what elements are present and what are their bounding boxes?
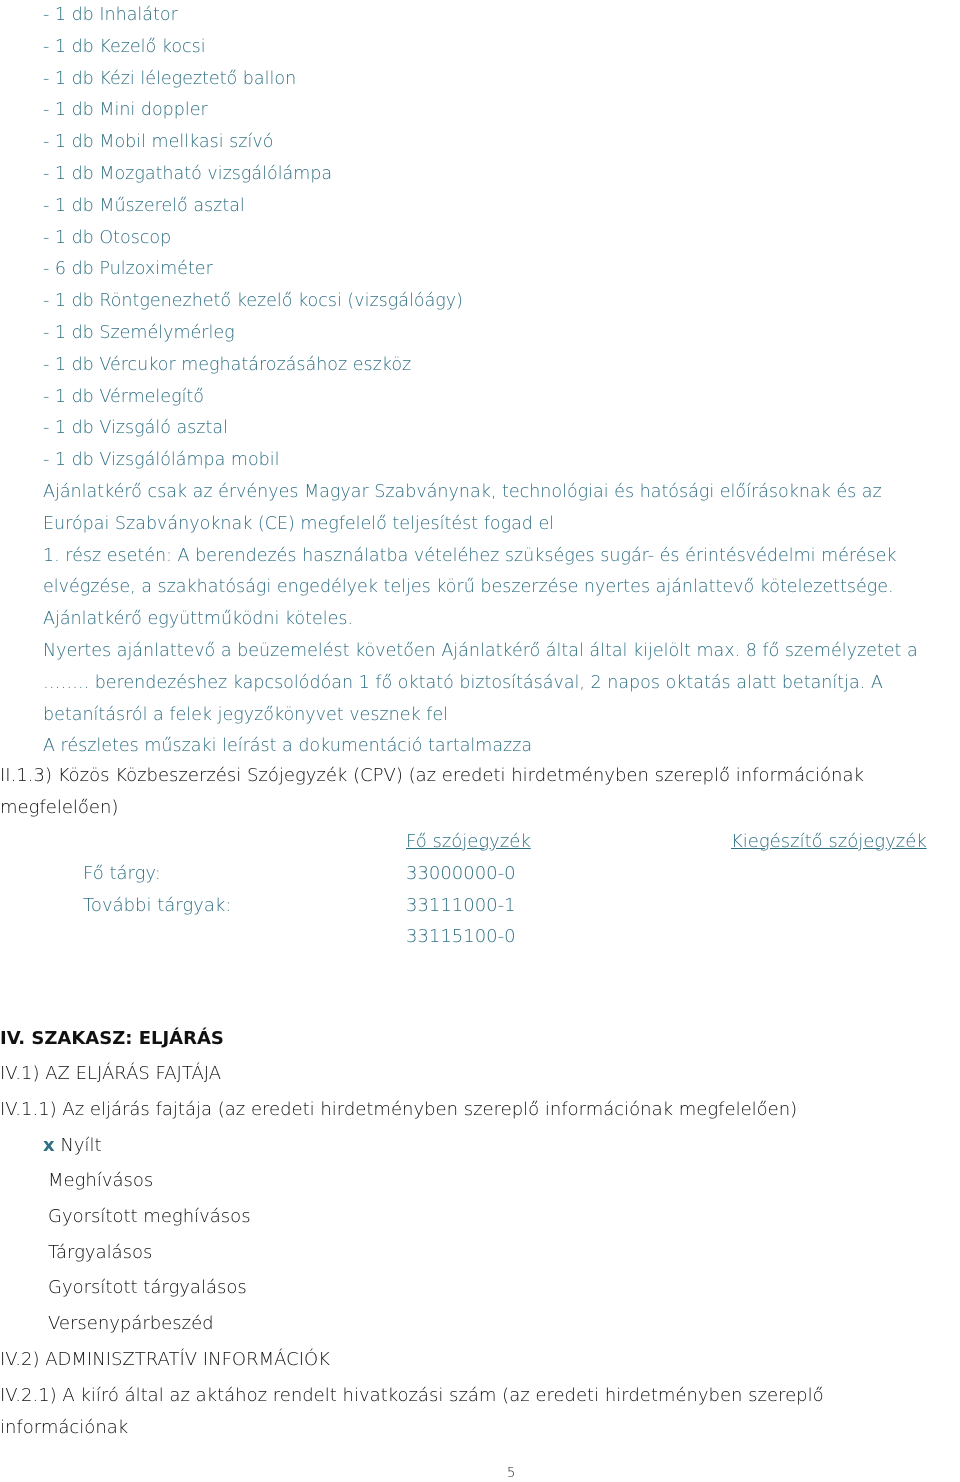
section-iv11: IV.1.1) Az eljárás fajtája (az eredeti hirdetményben szereplő információnak megfelelően)	[0, 1099, 798, 1120]
procedure-option: Gyorsított meghívásos	[48, 1206, 251, 1227]
additional-object-code: 33115100-0	[406, 926, 516, 947]
additional-object-code: 33111000-1	[406, 895, 516, 916]
procedure-option: Versenypárbeszéd	[48, 1313, 214, 1334]
main-object-label: Fő tárgy:	[83, 863, 161, 884]
section-title: IV. SZAKASZ: ELJÁRÁS	[0, 1028, 224, 1049]
additional-objects-label: További tárgyak:	[83, 895, 232, 916]
list-item: - 1 db Mini doppler	[43, 100, 208, 121]
list-item: - 1 db Személymérleg	[43, 322, 235, 343]
page-number: 5	[507, 1466, 516, 1481]
procedure-option-label: Nyílt	[60, 1135, 102, 1156]
list-item: - 1 db Kézi lélegeztető ballon	[43, 68, 297, 89]
requirement-line: …….. berendezéshez kapcsolódóan 1 fő oktató biztosításával, 2 napos oktatás alatt betanítja. A	[43, 672, 883, 693]
list-item: - 1 db Vérmelegítő	[43, 386, 204, 407]
list-item: - 1 db Inhalátor	[43, 5, 178, 25]
list-item: - 1 db Vizsgáló asztal	[43, 418, 228, 439]
requirement-line: Ajánlatkérő csak az érvényes Magyar Szabványnak, technológiai és hatósági előírásoknak és az	[43, 481, 882, 502]
section-iv1: IV.1) AZ ELJÁRÁS FAJTÁJA	[0, 1063, 222, 1084]
list-item: - 1 db Kezelő kocsi	[43, 36, 206, 57]
list-item: - 1 db Otoscop	[43, 227, 172, 248]
procedure-option: Tárgyalásos	[48, 1242, 153, 1263]
selected-mark: x	[43, 1135, 55, 1156]
procedure-option: Meghívásos	[48, 1170, 154, 1191]
equipment-list	[43, 0, 953, 763]
requirement-line: Ajánlatkérő együttműködni köteles.	[43, 609, 354, 630]
list-item: - 1 db Mozgatható vizsgálólámpa	[43, 163, 333, 184]
requirement-line: A részletes műszaki leírást a dokumentáció tartalmazza	[43, 736, 533, 757]
cpv-col-supplementary: Kiegészítő szójegyzék	[731, 831, 927, 852]
cpv-heading-cont: megfelelően)	[0, 797, 119, 818]
requirement-line: betanításról a felek jegyzőkönyvet vesznek fel	[43, 704, 448, 725]
section-iv21-cont: információnak	[0, 1417, 129, 1438]
requirement-line: elvégzése, a szakhatósági engedélyek teljes körű beszerzése nyertes ajánlattevő kötelezettsége.	[43, 577, 894, 598]
list-item: - 1 db Műszerelő asztal	[43, 195, 245, 216]
section-iv2: IV.2) ADMINISZTRATÍV INFORMÁCIÓK	[0, 1349, 330, 1370]
list-item: - 1 db Vizsgálólámpa mobil	[43, 450, 280, 471]
cpv-col-main: Fő szójegyzék	[406, 831, 531, 852]
section-iv21: IV.2.1) A kiíró által az aktához rendelt hivatkozási szám (az eredeti hirdetményben szereplő	[0, 1385, 824, 1406]
list-item: - 6 db Pulzoximéter	[43, 259, 213, 280]
list-item: - 1 db Röntgenezhető kezelő kocsi (vizsgálóágy)	[43, 291, 463, 312]
requirement-line: 1. rész esetén: A berendezés használatba vételéhez szükséges sugár- és érintésvédelmi mérések	[43, 545, 897, 566]
list-item: - 1 db Vércukor meghatározásához eszköz	[43, 354, 412, 375]
procedure-option-selected	[43, 1130, 102, 1161]
main-object-code: 33000000-0	[406, 863, 516, 884]
list-item: - 1 db Mobil mellkasi szívó	[43, 132, 274, 153]
cpv-heading: II.1.3) Közös Közbeszerzési Szójegyzék (CPV) (az eredeti hirdetményben szereplő információnak	[0, 765, 864, 786]
requirement-line: Európai Szabványoknak (CE) megfelelő teljesítést fogad el	[43, 513, 555, 534]
requirements-text	[43, 477, 953, 763]
requirement-line: Nyertes ajánlattevő a beüzemelést követően Ajánlatkérő által által kijelölt max. 8 fő személyzetet a	[43, 640, 918, 661]
procedure-option: Gyorsított tárgyalásos	[48, 1277, 247, 1298]
